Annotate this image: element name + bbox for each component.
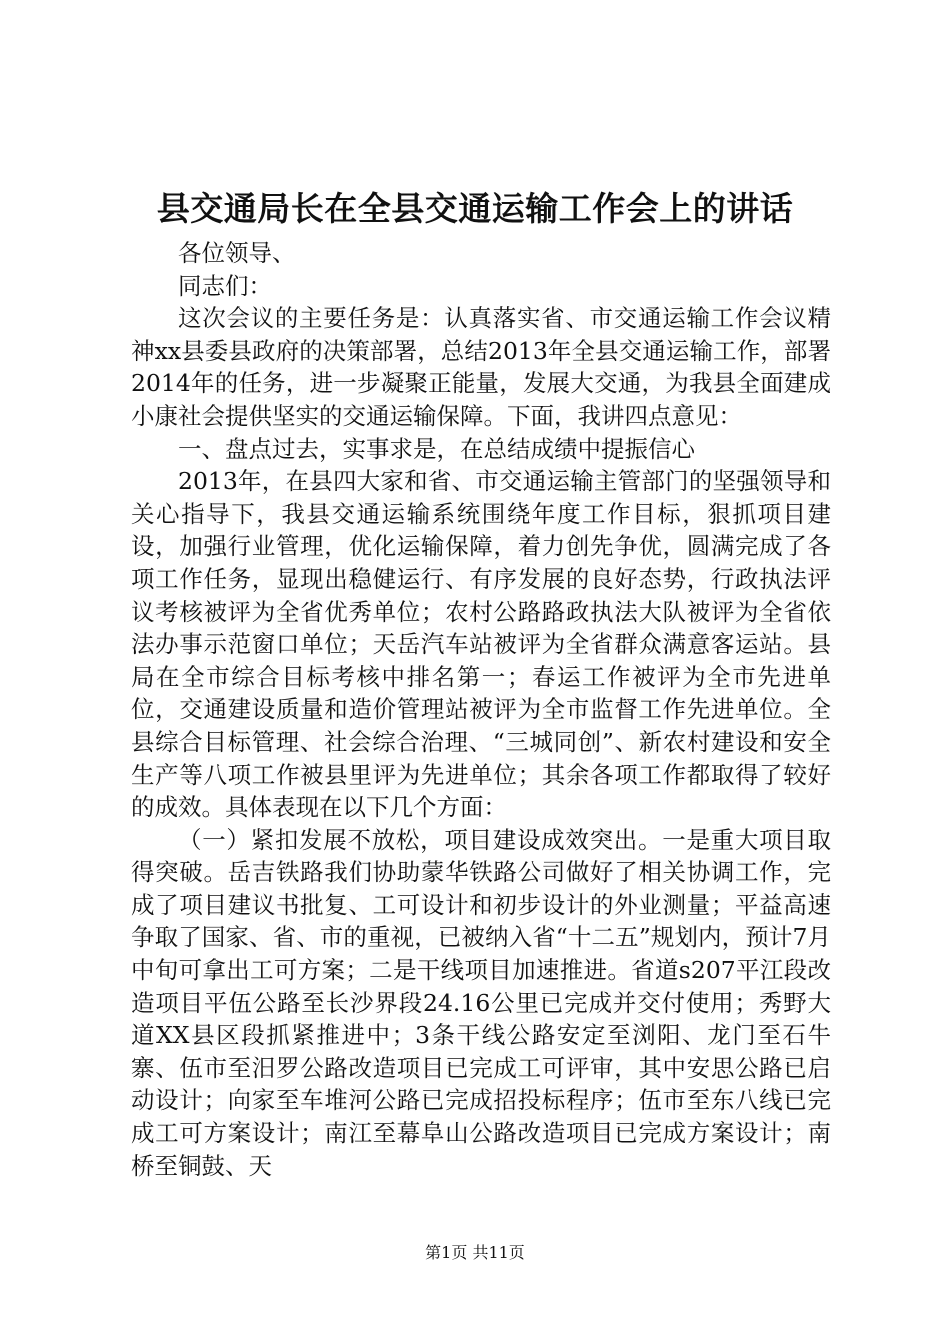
salutation-line: 各位领导、 <box>178 239 296 267</box>
document-body <box>131 237 831 1182</box>
page-footer: 第1页 共11页 <box>425 1243 525 1262</box>
document-title: 县交通局长在全县交通运输工作会上的讲话 <box>156 189 794 228</box>
salutation-line: 同志们： <box>178 271 272 300</box>
body-paragraph: 这次会议的主要任务是：认真落实省、市交通运输工作会议精神xx县委县政府的决策部署，总结2013年全县交通运输工作，部署2014年的任务，进一步凝聚正能量，发展大交通，为我县全面建成小康社会提供坚实的交通运输保障。下面，我讲四点意见： <box>131 304 831 430</box>
section-heading: 一、盘点过去，实事求是，在总结成绩中提振信心 <box>178 434 695 463</box>
body-paragraph: （一）紧扣发展不放松，项目建设成效突出。一是重大项目取得突破。岳吉铁路我们协助蒙华铁路公司做好了相关协调工作，完成了项目建议书批复、工可设计和初步设计的外业测量；平益高速争取了国家、省、市的重视，已被纳入省“十二五”规划内，预计7月中旬可拿出工可方案；二是干线项目加速推进。省道s207平江段改造项目平伍公路至长沙界段24.16公里已完成并交付使用；秀野大道XX县区段抓紧推进中；3条干线公路安定至浏阳、龙门至石牛寨、伍市至汨罗公路改造项目已完成工可评审，其中安思公路已启动设计；向家至车堆河公路已完成招投标程序；伍市至东八线已完成工可方案设计；南江至幕阜山公路改造项目已完成方案设计；南桥至铜鼓、天 <box>131 825 831 1180</box>
body-paragraph: 2013年，在县四大家和省、市交通运输主管部门的坚强领导和关心指导下，我县交通运输系统围绕年度工作目标，狠抓项目建设，加强行业管理，优化运输保障，着力创先争优，圆满完成了各项工作任务，显现出稳健运行、有序发展的良好态势，行政执法评议考核被评为全省优秀单位；农村公路路政执法大队被评为全省依法办事示范窗口单位；天岳汽车站被评为全省群众满意客运站。县局在全市综合目标考核中排名第一；春运工作被评为全市先进单位，交通建设质量和造价管理站被评为全市监督工作先进单位。全县综合目标管理、社会综合治理、“三城同创”、新农村建设和安全生产等八项工作被县里评为先进单位；其余各项工作都取得了较好的成效。具体表现在以下几个方面： <box>131 467 831 822</box>
